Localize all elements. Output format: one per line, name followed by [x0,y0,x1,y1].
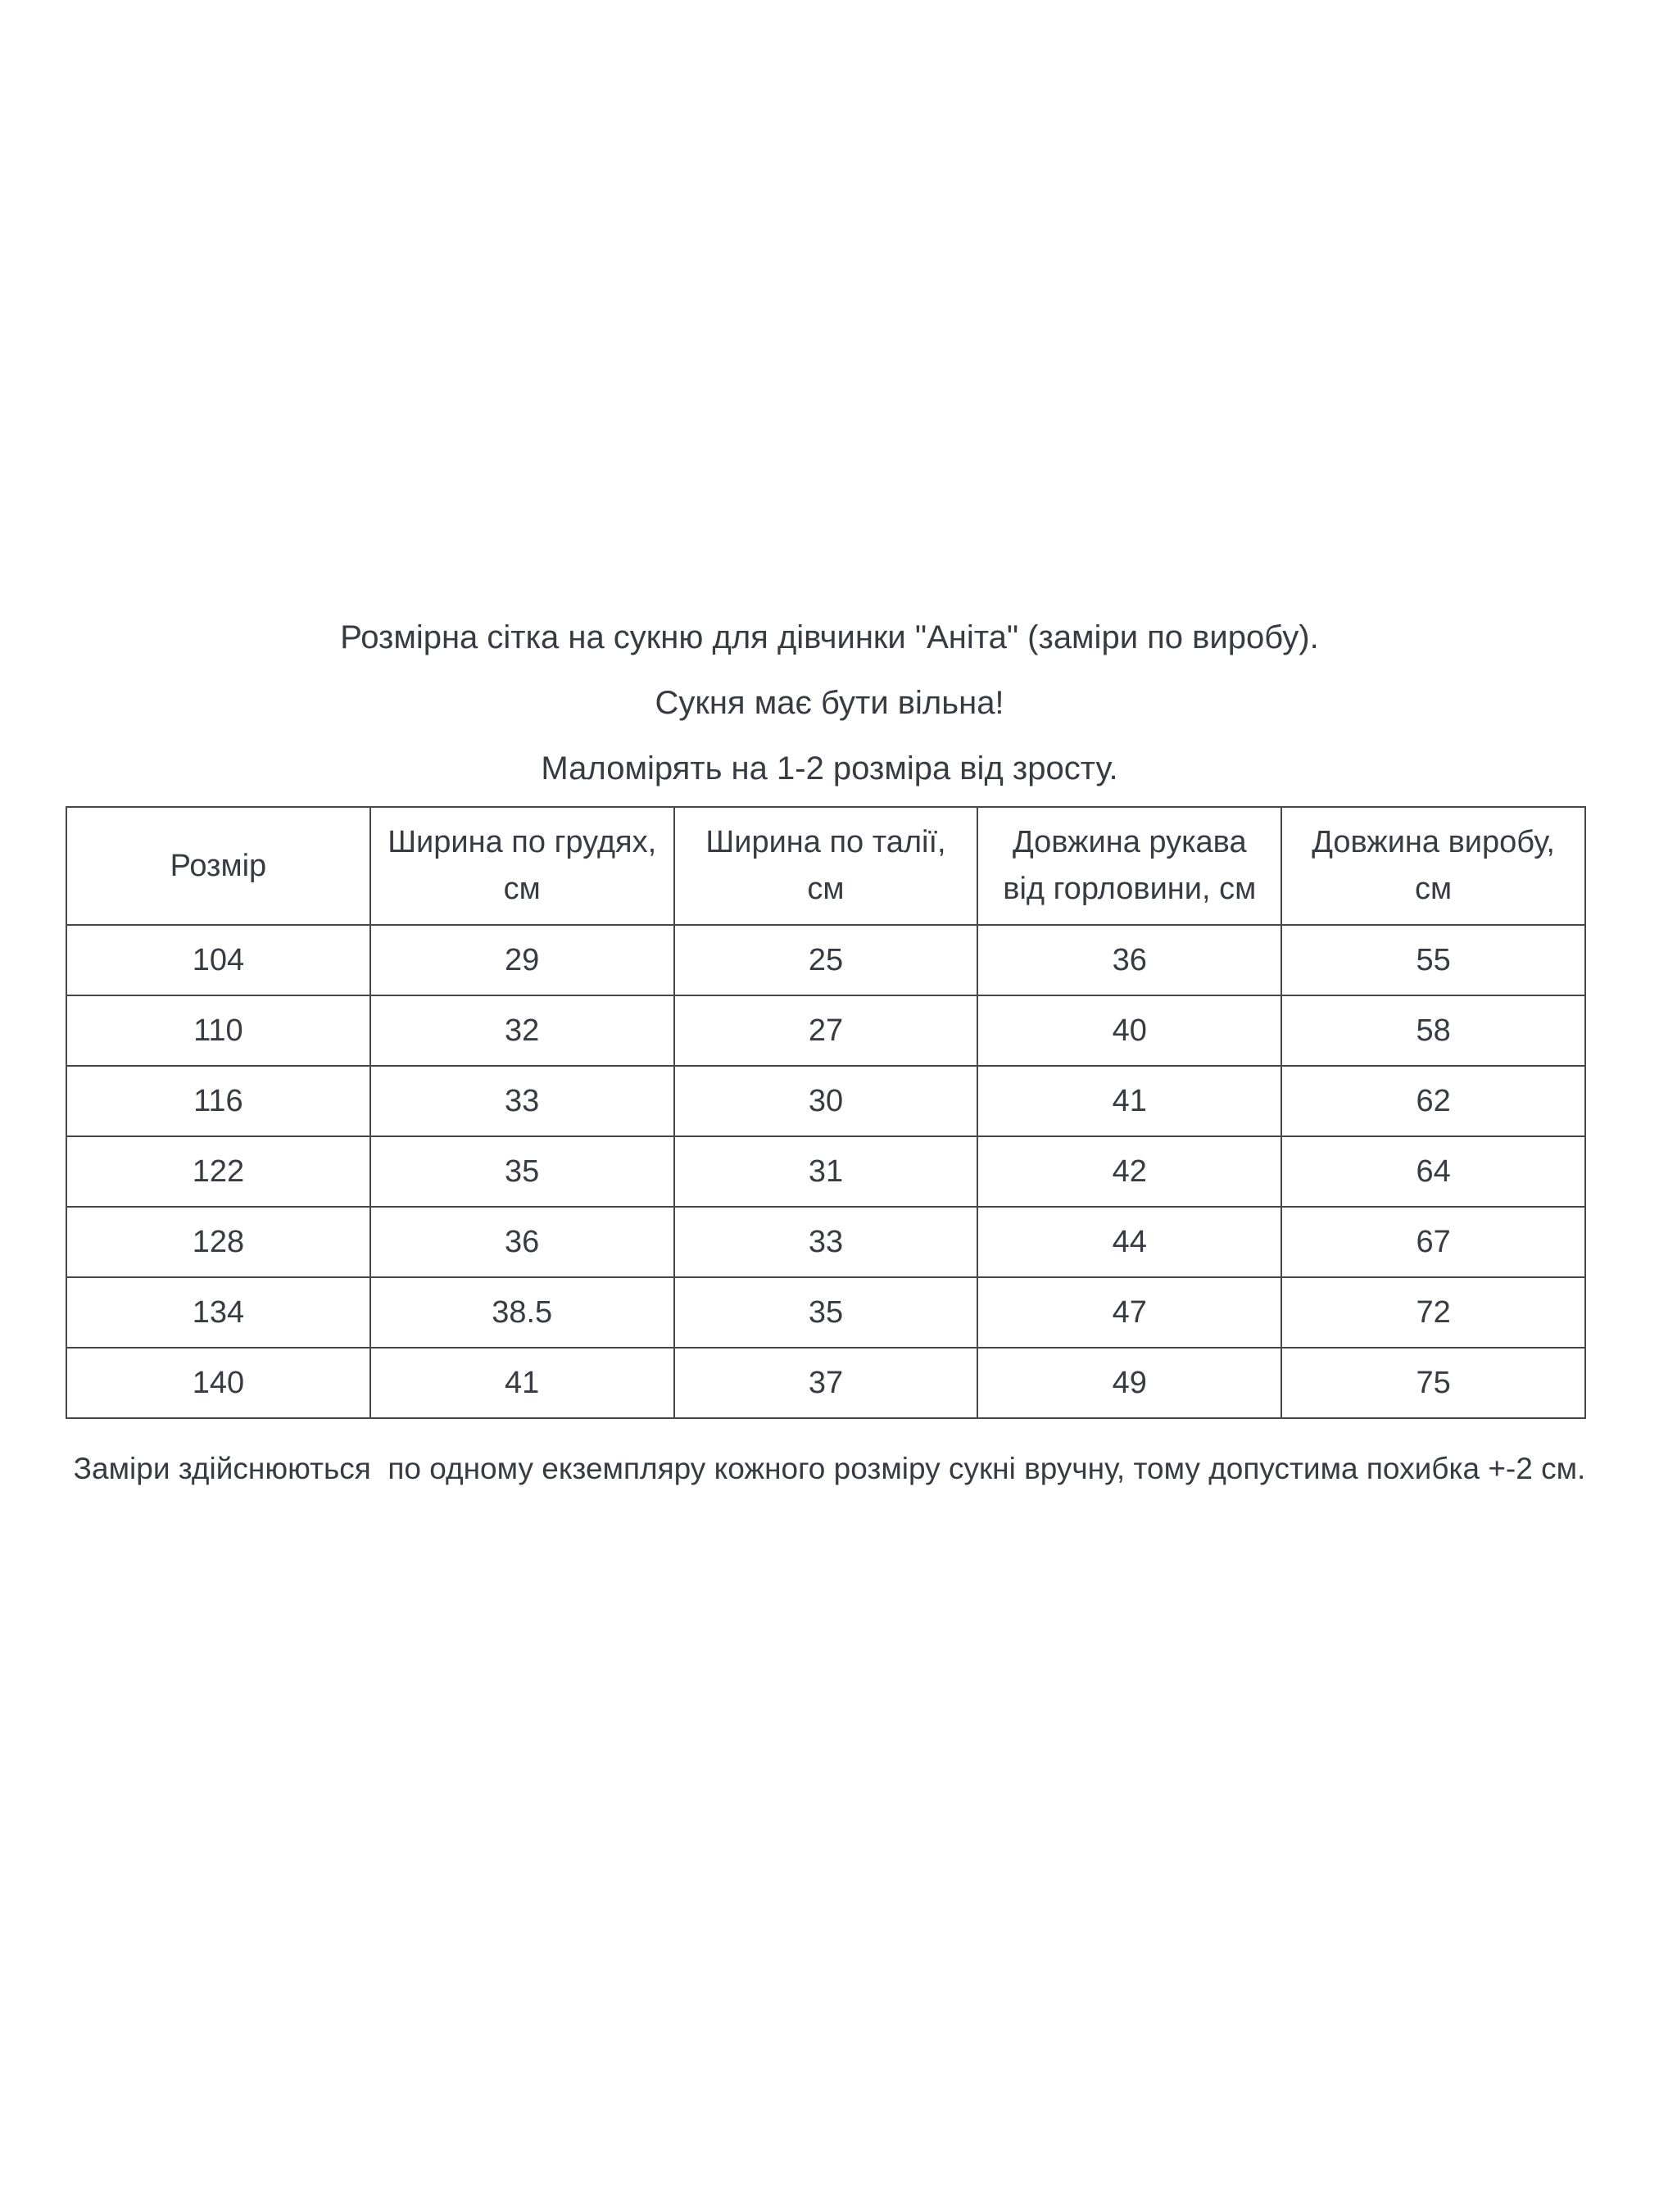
header-size-line1: Розмір [170,848,267,883]
cell-chest-width: 41 [370,1348,674,1418]
header-chest-width-line1: Ширина по грудях, [388,825,657,859]
cell-size: 134 [66,1277,370,1348]
cell-sleeve-length: 41 [977,1066,1281,1136]
cell-size: 128 [66,1207,370,1277]
cell-sleeve-length: 36 [977,925,1281,995]
cell-item-length: 67 [1281,1207,1585,1277]
cell-waist-width: 37 [674,1348,978,1418]
cell-waist-width: 33 [674,1207,978,1277]
header-row [66,807,1585,925]
header-waist-width-line2: см [807,872,845,906]
header-sleeve-length-line2: від горловини, см [1003,872,1257,906]
table-row-122 [66,1136,1585,1207]
cell-chest-width: 38.5 [370,1277,674,1348]
header-item-length-line1: Довжина виробу, [1312,825,1555,859]
title-line-2: Сукня має бути вільна! [655,685,1004,721]
cell-chest-width: 33 [370,1066,674,1136]
cell-size: 104 [66,925,370,995]
header-sleeve-length-line1: Довжина рукава [1013,825,1247,859]
header-waist-width [674,807,978,925]
size-table-body [66,925,1585,1418]
cell-chest-width: 35 [370,1136,674,1207]
title-block [0,618,1659,814]
table-row-128 [66,1207,1585,1277]
table-row-134 [66,1277,1585,1348]
cell-sleeve-length: 49 [977,1348,1281,1418]
size-table-header [66,807,1585,925]
table-row-110 [66,995,1585,1066]
cell-chest-width: 29 [370,925,674,995]
footnote: Заміри здійснюються по одному екземпляру кожного розміру сукні вручну, тому допустима похибка +-2 см. [73,1452,1586,1485]
cell-waist-width: 27 [674,995,978,1066]
cell-chest-width: 32 [370,995,674,1066]
header-size [66,807,370,925]
header-chest-width [370,807,674,925]
size-table [66,806,1586,1419]
header-sleeve-length [977,807,1281,925]
cell-size: 122 [66,1136,370,1207]
header-chest-width-line2: см [503,872,541,906]
cell-size: 116 [66,1066,370,1136]
header-item-length-line2: см [1415,872,1453,906]
cell-size: 140 [66,1348,370,1418]
cell-item-length: 64 [1281,1136,1585,1207]
cell-waist-width: 30 [674,1066,978,1136]
cell-item-length: 75 [1281,1348,1585,1418]
cell-sleeve-length: 44 [977,1207,1281,1277]
cell-waist-width: 25 [674,925,978,995]
table-row-104 [66,925,1585,995]
title-line-1: Розмірна сітка на сукню для дівчинки "Аніта" (заміри по виробу). [340,619,1319,655]
cell-item-length: 55 [1281,925,1585,995]
cell-sleeve-length: 40 [977,995,1281,1066]
table-row-116 [66,1066,1585,1136]
cell-sleeve-length: 42 [977,1136,1281,1207]
cell-waist-width: 35 [674,1277,978,1348]
cell-item-length: 58 [1281,995,1585,1066]
cell-item-length: 72 [1281,1277,1585,1348]
title-line-3: Маломірять на 1-2 розміра від зросту. [541,750,1118,786]
cell-size: 110 [66,995,370,1066]
table-row-140 [66,1348,1585,1418]
cell-waist-width: 31 [674,1136,978,1207]
header-waist-width-line1: Ширина по талії, [705,825,946,859]
cell-item-length: 62 [1281,1066,1585,1136]
header-item-length [1281,807,1585,925]
cell-chest-width: 36 [370,1207,674,1277]
cell-sleeve-length: 47 [977,1277,1281,1348]
